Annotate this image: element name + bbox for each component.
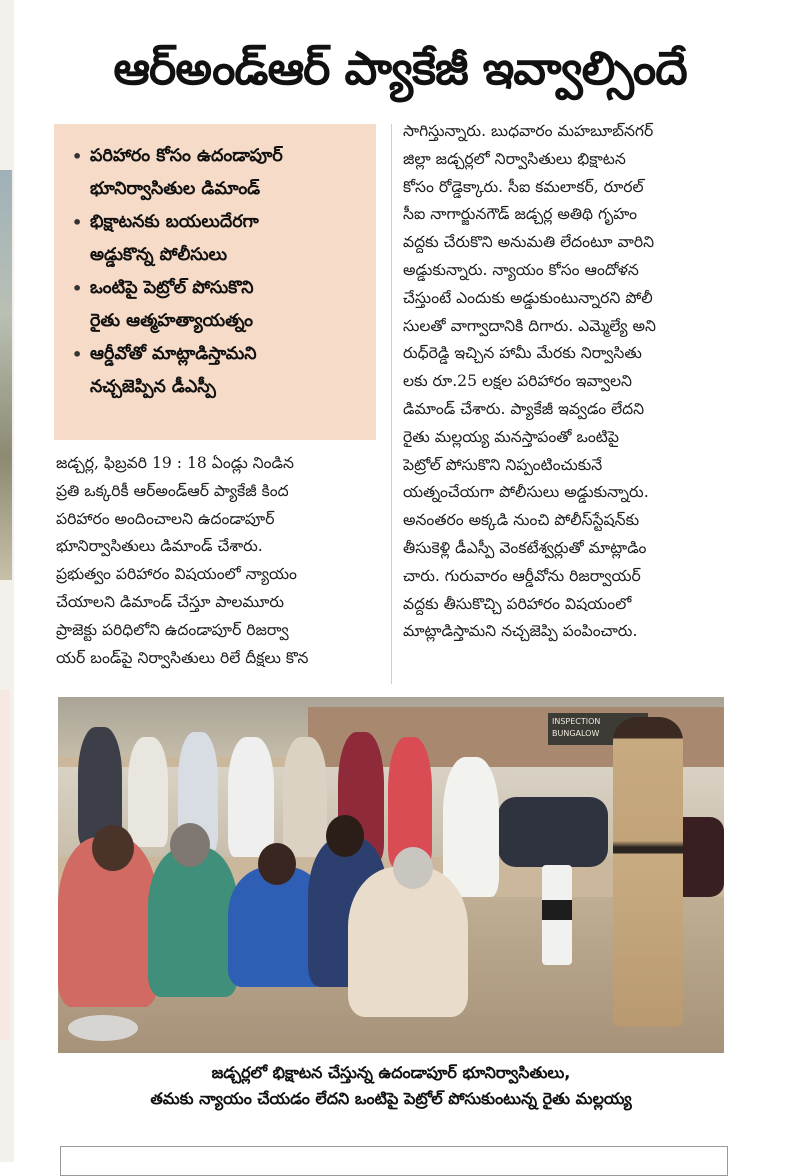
- photo-head: [92, 825, 134, 871]
- photo-steel-plate: [68, 1015, 138, 1041]
- highlight-item: [72, 140, 366, 206]
- photo-person: [443, 757, 499, 897]
- highlight-item: [72, 338, 366, 404]
- highlights-box: [54, 124, 376, 440]
- photo-sign: INSPECTION BUNGALOW: [548, 713, 648, 745]
- highlight-line: భూనిర్వాసితుల డిమాండ్: [90, 179, 261, 199]
- body-line: జడ్చర్ల, ఫిబ్రవరి 19 : 18 ఏండ్లు నిండిన: [56, 454, 295, 472]
- body-line: జిల్లా జడ్చర్లలో నిర్వాసితులు భిక్షాటన: [403, 149, 626, 168]
- photo-head: [170, 823, 210, 867]
- body-line: రుధ్‌రెడ్డి ఇచ్చిన హామీ మేరకు నిర్వాసితు: [403, 344, 642, 363]
- highlight-line: ఒంటిపై పెట్రోల్ పోసుకొని: [90, 278, 254, 298]
- highlight-line: భిక్షాటనకు బయలుదేరగా: [90, 212, 259, 232]
- body-column-left: [56, 450, 382, 672]
- column-divider: [391, 124, 392, 684]
- highlight-item: [72, 206, 366, 272]
- photo-head: [258, 843, 296, 885]
- body-line: యర్ బండ్‌పై నిర్వాసితులు రిలే దీక్షలు కొన: [56, 648, 309, 667]
- highlight-line: అడ్డుకొన్న పోలీసులు: [90, 245, 228, 265]
- highlight-line: నచ్చజెప్పిన డీఎస్పీ: [90, 377, 216, 397]
- body-line: ప్రాజెక్టు పరిధిలోని ఉదండాపూర్ రిజర్వా: [56, 620, 289, 639]
- photo-person: [228, 737, 274, 857]
- bullet-icon: •: [72, 147, 83, 166]
- caption-line: తమకు న్యాయం చేయడం లేదని ఒంటిపై పెట్రోల్ పోసుకుంటున్న రైతు మల్లయ్య: [150, 1089, 632, 1108]
- highlight-line: ఆర్డీవోతో మాట్లాడిస్తామని: [90, 344, 257, 364]
- body-line: చేయాలని డిమాండ్ చేస్తూ పాలమూరు: [56, 592, 285, 611]
- photo-caption: [58, 1060, 724, 1112]
- next-article-box-edge: [60, 1146, 728, 1176]
- photo-head: [326, 815, 364, 857]
- photo-head: [393, 847, 433, 889]
- photo-striped-pillar: [542, 865, 572, 965]
- adjacent-photo-edge: [0, 170, 12, 580]
- body-line: వద్దకు తీసుకొచ్చి పరిహారం విషయంలో: [403, 594, 632, 613]
- article-headline: ఆర్‌అండ్‌ఆర్ ప్యాకేజీ ఇవ్వాల్సిందే: [113, 41, 687, 95]
- body-line: పరిహారం అందించాలని ఉదండాపూర్: [56, 509, 275, 528]
- photo-person: [348, 867, 468, 1017]
- body-line: పెట్రోల్ పోసుకొని నిప్పంటించుకునే: [403, 455, 603, 474]
- body-line: మాట్లాడిస్తామని నచ్చజెప్పి పంపించారు.: [403, 622, 638, 641]
- body-line: వద్దకు చేరుకొని అనుమతి లేదంటూ వారిని: [403, 233, 655, 252]
- highlight-line: పరిహారం కోసం ఉదండాపూర్: [90, 146, 283, 166]
- caption-line: జడ్చర్లలో భిక్షాటన చేస్తున్న ఉదండాపూర్ భూనిర్వాసితులు,: [211, 1063, 571, 1082]
- body-line: లకు రూ.25 లక్షల పరిహారం ఇవ్వాలని: [403, 372, 632, 391]
- body-line: అడ్డుకున్నారు. న్యాయం కోసం ఆందోళన: [403, 260, 639, 279]
- body-line: తీసుకెళ్లి డీఎస్పీ వెంకటేశ్వర్లుతో మాట్లాడిం: [403, 538, 647, 557]
- body-column-right: [403, 118, 725, 646]
- body-line: ప్రతి ఒక్కరికీ ఆర్‌అండ్‌ఆర్ ప్యాకేజీ కింద: [56, 481, 289, 500]
- body-line: ప్రభుత్వం పరిహారం విషయంలో న్యాయం: [56, 565, 297, 584]
- body-line: యత్నంచేయగా పోలీసులు అడ్డుకున్నారు.: [403, 483, 649, 502]
- adjacent-box-edge: [0, 690, 10, 1040]
- photo-person: [283, 737, 327, 857]
- photo-motorbike: [498, 797, 608, 867]
- bullet-icon: •: [72, 279, 83, 298]
- highlight-item: [72, 272, 366, 338]
- body-line: కోసం రోడ్డెక్కారు. సీఐ కమలాకర్, రూరల్: [403, 177, 644, 196]
- body-line: అనంతరం అక్కడి నుంచి పోలీస్‌స్టేషన్‌కు: [403, 511, 640, 530]
- highlight-line: రైతు ఆత్మహత్యాయత్నం: [90, 311, 254, 331]
- body-line: సులతో వాగ్వాదానికి దిగారు. ఎమ్మెల్యే అని: [403, 316, 656, 335]
- bullet-icon: •: [72, 213, 83, 232]
- body-line: సీఐ నాగార్జునగౌడ్ జడ్చర్ల అతిథి గృహం: [403, 205, 638, 224]
- body-line: సాగిస్తున్నారు. బుధవారం మహబూబ్‌నగర్: [403, 122, 654, 140]
- bullet-icon: •: [72, 345, 83, 364]
- photo-person: [148, 847, 238, 997]
- body-line: భూనిర్వాసితులు డిమాండ్ చేశారు.: [56, 537, 263, 556]
- photo-person: [128, 737, 168, 847]
- body-line: డిమాండ్ చేశారు. ప్యాకేజీ ఇవ్వడం లేదని: [403, 399, 645, 418]
- body-line: చేస్తుంటే ఎందుకు అడ్డుకుంటున్నారని పోలీ: [403, 288, 653, 307]
- body-line: చారు. గురువారం ఆర్డీవోను రిజర్వాయర్: [403, 566, 641, 585]
- photo-police-officer: [613, 717, 683, 1027]
- news-photo: [58, 697, 724, 1053]
- body-line: రైతు మల్లయ్య మనస్తాపంతో ఒంటిపై: [403, 427, 619, 446]
